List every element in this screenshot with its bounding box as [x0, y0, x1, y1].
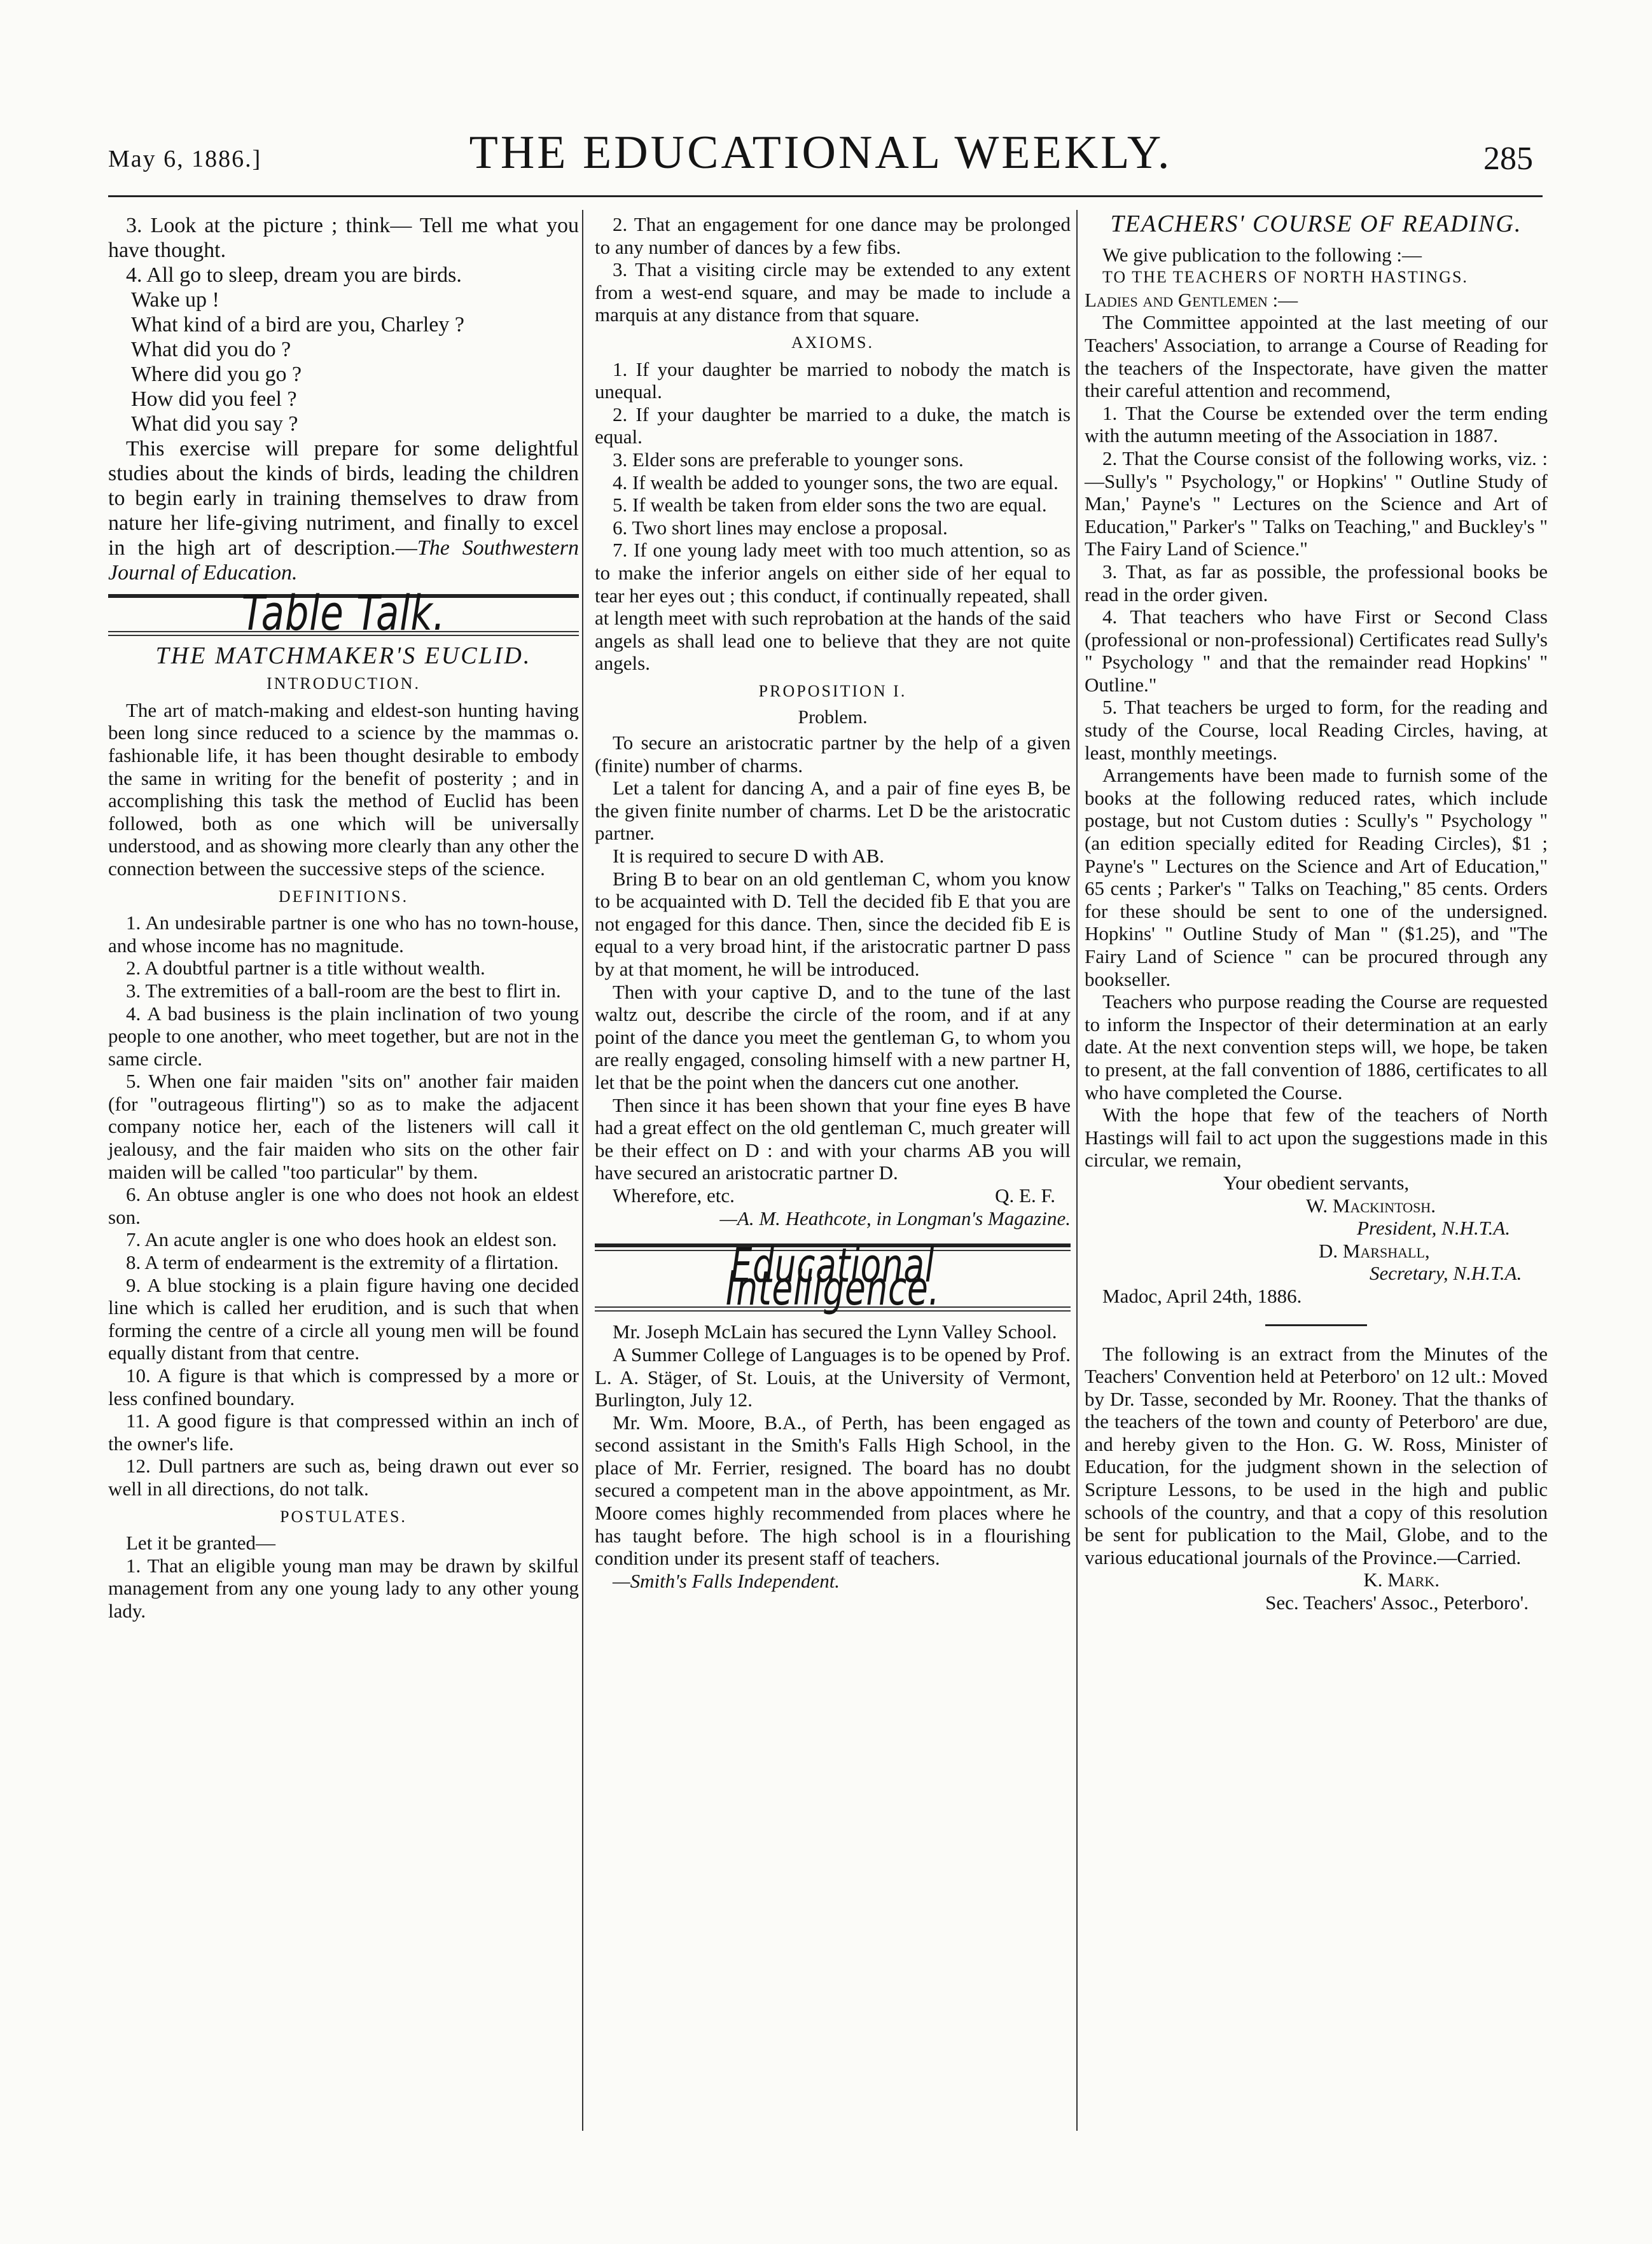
news-item: A Summer College of Languages is to be opened by Prof. L. A. Stäger, of St. Louis, at the University of Vermont, Burlington, July 12. — [595, 1343, 1071, 1411]
exercise-paragraph — [108, 436, 579, 585]
conclusion-line — [595, 1184, 1071, 1207]
definition-item: 11. A good figure is that compressed within an inch of the owner's life. — [108, 1409, 579, 1455]
extract-signer-title: Sec. Teachers' Assoc., Peterboro'. — [1265, 1591, 1529, 1614]
article-title: THE MATCHMAKER'S EUCLID. — [155, 642, 532, 669]
definition-item: 2. A doubtful partner is a title without wealth. — [126, 957, 485, 980]
letter-paragraph: Arrangements have been made to furnish some of the books at the following reduced rates, which include postage, but not Custom duties : Scully's " Psychology " (an edition specially edited for Reading Circles), $1 ; Payne's " Lectures on the Science and Art of Education," 65 cents ; Parker's " Talks on Teaching," 85 cents. Orders for these should be sent to one of the undersigned. Hopkins' " Outline Study of Man " ($1.25), and "The Fairy Land of Science " can be procured through any bookseller. — [1085, 764, 1548, 990]
exercise-line: What did you say ? — [131, 412, 298, 436]
postulate-item: 3. That a visiting circle may be extended to any extent from a west-end square, and may be made to include a marquis at any distance from that square. — [595, 258, 1071, 326]
bird-exercise — [108, 213, 579, 585]
proposition-paragraph: Bring B to bear on an old gentleman C, whom you know to be acquainted with D. Tell the decided fib E that you are not engaged for this dance. Then, since the decided fib E is equal to a very broad hint, if the aristocratic partner D pass by at that moment, he will be introduced. — [595, 867, 1071, 980]
column-3 — [1085, 213, 1548, 1614]
exercise-line: 3. Look at the picture ; think— Tell me what you have thought. — [108, 214, 579, 262]
postulates-intro: Let it be granted— — [126, 1532, 275, 1555]
definition-item: 1. An undesirable partner is one who has no town-house, and whose income has no magnitude. — [108, 911, 579, 957]
exercise-line: What did you do ? — [131, 338, 291, 361]
header-rule — [108, 195, 1543, 197]
proposition-paragraph: Then since it has been shown that your fine eyes B have had a great effect on the old gentleman C, much greater will be their effect on D : and with your charms AB you will have secured an aristocratic partner D. — [595, 1093, 1071, 1184]
definition-item: 9. A blue stocking is a plain figure having one decided line which is called her erudition, and is such that when forming the centre of a circle all young men will be found equally distant from that centre. — [108, 1273, 579, 1364]
signer-name: D. Marshall, — [1319, 1239, 1430, 1262]
issue-date: May 6, 1886.] — [108, 146, 262, 172]
letter-paragraph: 3. That, as far as possible, the professional books be read in the order given. — [1085, 560, 1548, 606]
exercise-line: 4. All go to sleep, dream you are birds. — [126, 263, 462, 287]
postulate-item: 1. That an eligible young man may be drawn by skilful management from any one young lady to any other young lady. — [108, 1554, 579, 1622]
column-2 — [595, 213, 1071, 1592]
section-heading-table-talk: Table Talk. — [241, 585, 446, 641]
article-intro: We give publication to the following :— — [1102, 243, 1422, 266]
proposition-paragraph: Let a talent for dancing A, and a pair of fine eyes B, be the given finite number of charms. Let D be the aristocratic partner. — [595, 777, 1071, 845]
definition-item: 4. A bad business is the plain inclination of two young people to one another, who meet together, but are not in the same circle. — [108, 1002, 579, 1070]
proposition-paragraph: Then with your captive D, and to the tune of the last waltz out, describe the circle of the room, and if at any point of the dance you meet the gentleman G, to whom you are really engaged, consoling himself with a new partner H, let that be the point when the dancers cut one another. — [595, 980, 1071, 1093]
exercise-line: Where did you go ? — [131, 363, 302, 386]
definition-item: 8. A term of endearment is the extremity of a flirtation. — [126, 1251, 559, 1274]
exercise-line: What kind of a bird are you, Charley ? — [131, 313, 464, 336]
introduction-paragraph: The art of match-making and eldest-son hunting having been long since reduced to a science by the mammas o. fashionable life, it has been thought desirable to embody the same in writing for the benefit of posterity ; and in accomplishing this task the method of Euclid has been followed, both as one which will be universally understood, and as showing more clearly than any other the connection between the successive steps of the science. — [108, 698, 579, 880]
exercise-line: Wake up ! — [131, 288, 219, 312]
letter-paragraph: 1. That the Course be extended over the term ending with the autumn meeting of the Association in 1887. — [1085, 401, 1548, 447]
letter-paragraph: Teachers who purpose reading the Course are requested to inform the Inspector of their determination at an early date. At the next convention steps will, we hope, be taken to present, at the fall convention of 1886, certificates to all who have completed the Course. — [1085, 990, 1548, 1104]
letter-paragraph: With the hope that few of the teachers of North Hastings will fail to act upon the suggestions made in this circular, we remain, — [1085, 1104, 1548, 1172]
letter-paragraph: 5. That teachers be urged to form, for the reading and study of the Course, local Reading Circles, having, at least, monthly meetings. — [1085, 696, 1548, 764]
page-number: 285 — [1483, 141, 1533, 177]
signer-title: Secretary, N.H.T.A. — [1370, 1262, 1522, 1285]
subheading-proposition: PROPOSITION I. — [758, 681, 907, 700]
letter-paragraph: 4. That teachers who have First or Second Class (professional or non-professional) Certificates read Sully's " Psychology " and that the remainder read Hopkins' " Outline." — [1085, 606, 1548, 696]
subheading-postulates: POSTULATES. — [280, 1507, 407, 1526]
wherefore: Wherefore, etc. — [613, 1184, 735, 1207]
salutation: Ladies and Gentlemen :— — [1085, 288, 1298, 311]
column-divider-2 — [1076, 210, 1078, 2131]
exercise-source: The Southwestern Journal of Education. — [108, 536, 580, 585]
definition-item: 10. A figure is that which is compressed by a more or less confined boundary. — [108, 1364, 579, 1409]
addressee: TO THE TEACHERS OF NORTH HASTINGS. — [1102, 268, 1468, 287]
subheading-definitions: DEFINITIONS. — [278, 887, 409, 906]
masthead-title: THE EDUCATIONAL WEEKLY. — [469, 127, 1172, 179]
definition-item: 7. An acute angler is one who does hook an eldest son. — [126, 1228, 557, 1251]
definition-item: 5. When one fair maiden "sits on" another fair maiden (for "outrageous flirting") so as to make the adjacent company notice her, each of the listeners will call it jealousy, and the fair maiden who sits on the other fair maiden will be called "too particular" by them. — [108, 1070, 579, 1183]
news-source: —Smith's Falls Independent. — [613, 1569, 840, 1592]
qef-mark: Q. E. F. — [995, 1184, 1055, 1207]
axiom-item: 2. If your daughter be married to a duke, the match is equal. — [595, 403, 1071, 448]
news-item: Mr. Joseph McLain has secured the Lynn Valley School. — [613, 1320, 1057, 1343]
axiom-item: 3. Elder sons are preferable to younger sons. — [613, 448, 964, 471]
column-1 — [108, 213, 579, 1623]
section-heading-educational-intelligence: Educational Intelligence. — [725, 1238, 940, 1316]
divider-rule — [1265, 1324, 1367, 1326]
column-divider-1 — [582, 210, 583, 2131]
definition-item: 3. The extremities of a ball-room are the best to flirt in. — [126, 979, 561, 1002]
article-title: TEACHERS' COURSE OF READING. — [1110, 211, 1522, 237]
axiom-item: 6. Two short lines may enclose a proposal. — [613, 516, 948, 539]
axiom-item: 7. If one young lady meet with too much attention, so as to make the inferior angels on either side of her equal to tear her eyes out ; this conduct, if continually repeated, shall at length meet with such reprobation at the hands of the said angels as shall lead one to believe that they are not quite angels. — [595, 539, 1071, 675]
definition-item: 6. An obtuse angler is one who does not hook an eldest son. — [108, 1183, 579, 1228]
axiom-item: 4. If wealth be added to younger sons, the two are equal. — [613, 471, 1059, 494]
extract-signer: K. Mark. — [1363, 1569, 1440, 1591]
proposition-paragraph: To secure an aristocratic partner by the help of a given (finite) number of charms. — [595, 731, 1071, 777]
exercise-text: This exercise will prepare for some delightful studies about the kinds of birds, leading the children to begin early in training themselves to draw from nature her life-giving nutriment, and finally to excel in the high art of description.— — [108, 437, 579, 560]
signer-name: W. Mackintosh. — [1306, 1194, 1436, 1217]
extract-paragraph: The following is an extract from the Minutes of the Teachers' Convention held at Peterboro' on 12 ult.: Moved by Dr. Tasse, seconded by Mr. Rooney. That the thanks of the teachers of the town and county of Peterboro' are due, and hereby given to the Hon. G. W. Ross, Minister of Education, for the judgment shown in the selection of Scripture Lessons, to be used in the high and public schools of the country, and that a copy of this resolution be sent for publication to the Mail, Globe, and to the various educational journals of the Province.—Carried. — [1085, 1342, 1548, 1569]
letter-closing: Your obedient servants, — [1223, 1171, 1410, 1194]
subheading-introduction: INTRODUCTION. — [267, 674, 420, 693]
letter-paragraph: 2. That the Course consist of the following works, viz. :—Sully's " Psychology," or Hopkins' " Outline Study of Man,' Payne's " Lectures on the Science and Art of Education," Parker's " Talks on Teaching," and Buckley's " The Fairy Land of Science." — [1085, 447, 1548, 560]
postulate-item: 2. That an engagement for one dance may be prolonged to any number of dances by a few fibs. — [595, 213, 1071, 258]
exercise-line: How did you feel ? — [131, 387, 297, 411]
subheading-axioms: AXIOMS. — [791, 333, 875, 352]
place-date: Madoc, April 24th, 1886. — [1102, 1284, 1302, 1307]
page-header — [108, 114, 1533, 191]
letter-paragraph: The Committee appointed at the last meeting of our Teachers' Association, to arrange a Course of Reading for the teachers of the Inspectorate, have given the matter their careful attention and recommend, — [1085, 311, 1548, 402]
axiom-item: 1. If your daughter be married to nobody the match is unequal. — [595, 357, 1071, 403]
news-item: Mr. Wm. Moore, B.A., of Perth, has been engaged as second assistant in the Smith's Falls High School, in the place of Mr. Ferrier, resigned. The board has no doubt secured a competent man in the above appointment, as Mr. Moore comes highly recommended from places where he has taught before. The high school is in a flourishing condition under its present staff of teachers. — [595, 1411, 1071, 1570]
signer-title: President, N.H.T.A. — [1357, 1217, 1511, 1240]
proposition-paragraph: It is required to secure D with AB. — [613, 845, 885, 868]
axiom-item: 5. If wealth be taken from elder sons the two are equal. — [613, 494, 1047, 516]
definition-item: 12. Dull partners are such as, being drawn out ever so well in all directions, do not talk. — [108, 1455, 579, 1500]
article-attribution: —A. M. Heathcote, in Longman's Magazine. — [719, 1207, 1071, 1229]
subheading-problem: Problem. — [798, 707, 868, 728]
